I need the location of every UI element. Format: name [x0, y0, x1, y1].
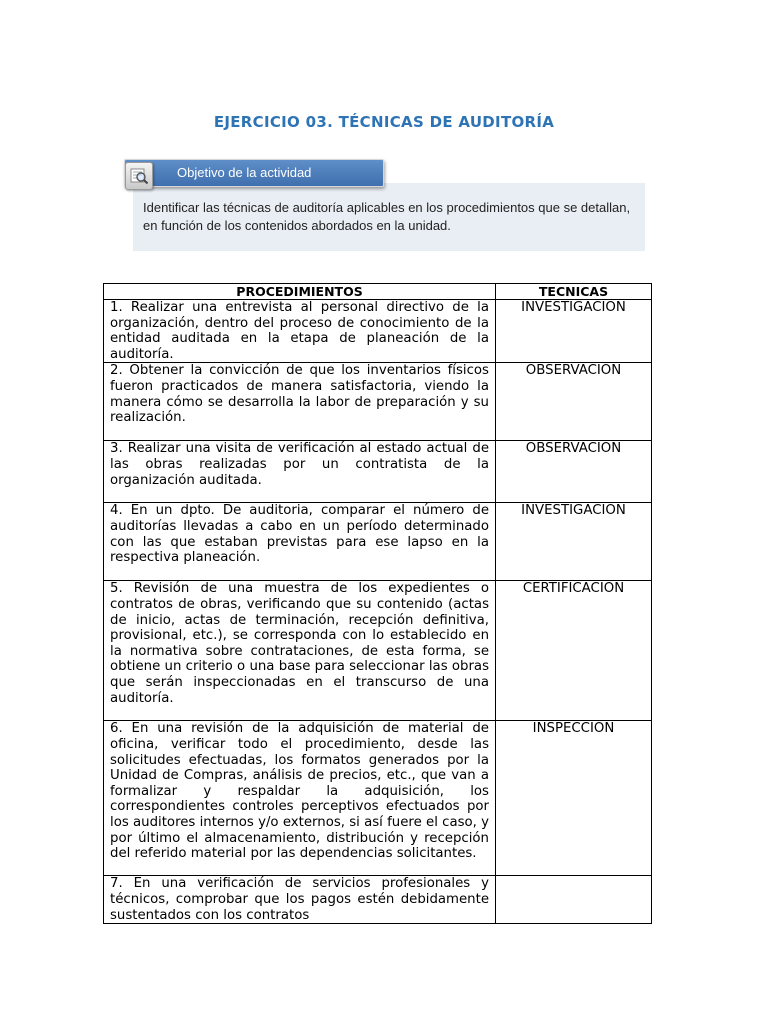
objective-text: Identificar las técnicas de auditoría aplicables en los procedimientos que se detallan, en función de los contenidos abordados en la unidad.	[143, 200, 631, 233]
table-row	[104, 363, 652, 441]
technique-cell	[496, 876, 652, 924]
table-row	[104, 441, 652, 503]
procedure-cell: 6. En una revisión de la adquisición de material de oficina, verificar todo el procedimiento, desde las solicitudes efectuadas, los formatos generados por la Unidad de Compras, análisis de precios, etc., que van a formalizar y respaldar la adquisición, los correspondientes controles perceptivos efectuados por los auditores internos y/o externos, si así fuere el caso, y por último el almacenamiento, distribución y recepción del referido material por las dependencias solicitantes.	[104, 721, 496, 876]
table-row	[104, 721, 652, 876]
table-row	[104, 300, 652, 363]
technique-cell: INSPECCION	[496, 721, 652, 876]
objective-panel	[112, 150, 652, 254]
procedure-cell: 4. En un dpto. De auditoria, comparar el número de auditorías llevadas a cabo en un período determinado con las que estaban previstas para ese lapso en la respectiva planeación.	[104, 503, 496, 581]
technique-cell: OBSERVACION	[496, 363, 652, 441]
procedure-cell: 2. Obtener la convicción de que los inventarios físicos fueron practicados de manera satisfactoria, viendo la manera cómo se desarrolla la labor de preparación y su realización.	[104, 363, 496, 441]
technique-cell: CERTIFICACION	[496, 581, 652, 721]
technique-cell: INVESTIGACION	[496, 300, 652, 363]
technique-cell: INVESTIGACION	[496, 503, 652, 581]
table-row	[104, 876, 652, 924]
procedure-cell: 7. En una verificación de servicios profesionales y técnicos, comprobar que los pagos estén debidamente sustentados con los contratos	[104, 876, 496, 924]
technique-cell: OBSERVACION	[496, 441, 652, 503]
objective-header	[124, 159, 384, 187]
objective-heading: Objetivo de la actividad	[177, 165, 312, 180]
header-tecnicas: TECNICAS	[496, 284, 652, 300]
procedure-cell: 3. Realizar una visita de verificación al estado actual de las obras realizadas por un contratista de la organización auditada.	[104, 441, 496, 503]
table-row	[104, 581, 652, 721]
table-header-row	[104, 284, 652, 300]
procedure-cell: 5. Revisión de una muestra de los expedientes o contratos de obras, verificando que su contenido (actas de inicio, actas de terminación, recepción definitiva, provisional, etc.), se corresponda con lo establecido en la normativa sobre contrataciones, de esta forma, se obtiene un criterio o una base para seleccionar las obras que serán inspeccionadas en el transcurso de una auditoría.	[104, 581, 496, 721]
magnifier-icon	[125, 162, 153, 190]
procedure-cell: 1. Realizar una entrevista al personal directivo de la organización, dentro del proceso de conocimiento de la entidad auditada en la etapa de planeación de la auditoría.	[104, 300, 496, 363]
procedures-table	[103, 283, 652, 924]
page-title: EJERCICIO 03. TÉCNICAS DE AUDITORÍA	[213, 113, 555, 131]
header-procedimientos: PROCEDIMIENTOS	[104, 284, 496, 300]
table-row	[104, 503, 652, 581]
